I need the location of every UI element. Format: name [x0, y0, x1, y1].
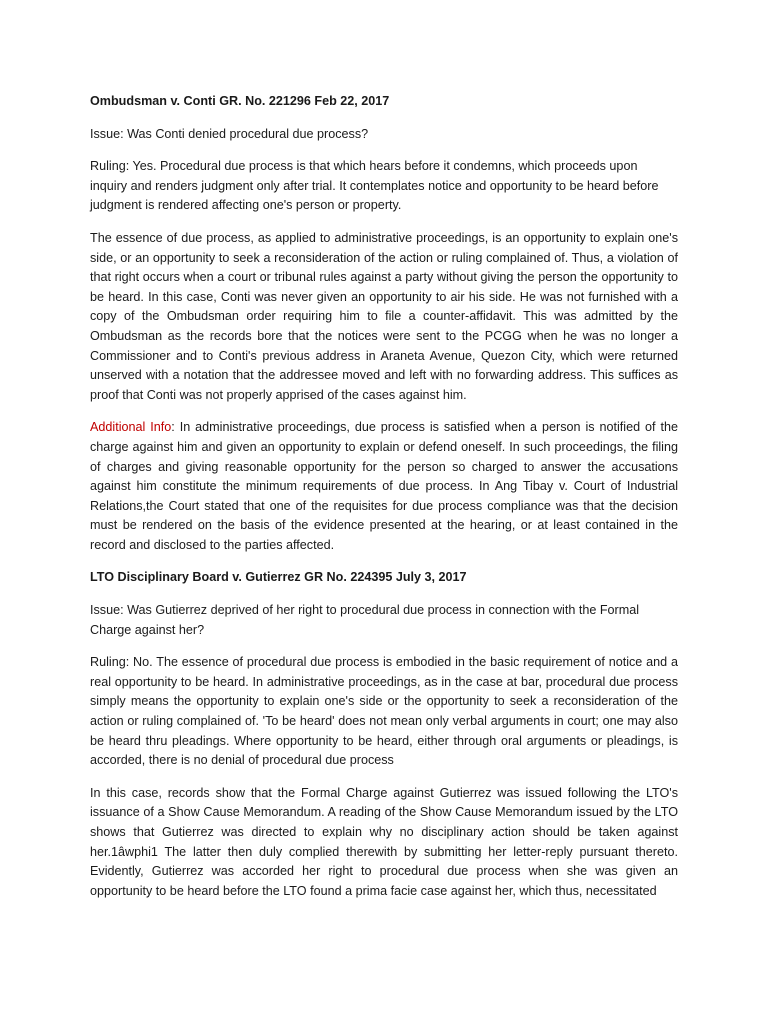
additional-info-text: : In administrative proceedings, due process is satisfied when a person is notified of the charge against him and given an opportunity to explain or defend oneself. In such proceedings, the filing of charges and giving reasonable opportunity for the person so charged to answer the accusations against him constitute the minimum requirements of due process. In Ang Tibay v. Court of Industrial Relations,the Court stated that one of the requisites for due process compliance was that the decision must be rendered on the basis of the evidence presented at the hearing, or at least contained in the record and disclosed to the parties affected. [90, 420, 678, 552]
issue-paragraph: Issue: Was Gutierrez deprived of her right to procedural due process in connection with the Formal Charge against her? [90, 603, 640, 637]
ruling-paragraph: Ruling: Yes. Procedural due process is that which hears before it condemns, which proceeds upon inquiry and renders judgment only after trial. It contemplates notice and opportunity to be heard before judgment is rendered affecting one's person or property. [90, 159, 659, 213]
ruling-paragraph: Ruling: No. The essence of procedural due process is embodied in the basic requirement of notice and a real opportunity to be heard. In administrative proceedings, as in the case at bar, procedural due process simply means the opportunity to explain one's side or the opportunity to seek a reconsideration of the action or ruling complained of. 'To be heard' does not mean only verbal arguments in court; one may also be heard thru pleadings. Where opportunity to be heard, either through oral arguments or pleadings, is accorded, there is no denial of procedural due process [90, 655, 678, 768]
case-title: Ombudsman v. Conti GR. No. 221296 Feb 22, 2017 [90, 94, 390, 108]
case-title: LTO Disciplinary Board v. Gutierrez GR No. 224395 July 3, 2017 [90, 570, 467, 585]
additional-info-paragraph [90, 418, 678, 555]
facts-paragraph: In this case, records show that the Formal Charge against Gutierrez was issued following the LTO's issuance of a Show Cause Memorandum. A reading of the Show Cause Memorandum issued by the LTO shows that Gutierrez was directed to explain why no disciplinary action should be taken against her.1âwphi1 The latter then duly complied therewith by submitting her letter-reply pursuant thereto. Evidently, Gutierrez was accorded her right to procedural due process when she was given an opportunity to be heard before the LTO found a prima facie case against her, which thus, necessitated [90, 785, 678, 898]
document-page [90, 92, 678, 914]
essence-paragraph: The essence of due process, as applied to administrative proceedings, is an opportunity to explain one's side, or an opportunity to seek a reconsideration of the action or ruling complained of. Thus, a violation of that right occurs when a court or tribunal rules against a party without giving the person the opportunity to be heard. In this case, Conti was never given an opportunity to air his side. He was not furnished with a copy of the Ombudsman order requiring him to file a counter-affidavit. This was admitted by the Ombudsman as the records bore that the notices were sent to the PCGG when he was no longer a Commissioner and to Conti's previous address in Araneta Avenue, Quezon City, which were returned unserved with a notation that the addressee moved and left with no forwarding address. This suffices as proof that Conti was not properly apprised of the cases against him. [90, 230, 678, 402]
issue-paragraph: Issue: Was Conti denied procedural due process? [90, 126, 369, 141]
additional-info-label: Additional Info [90, 420, 172, 435]
